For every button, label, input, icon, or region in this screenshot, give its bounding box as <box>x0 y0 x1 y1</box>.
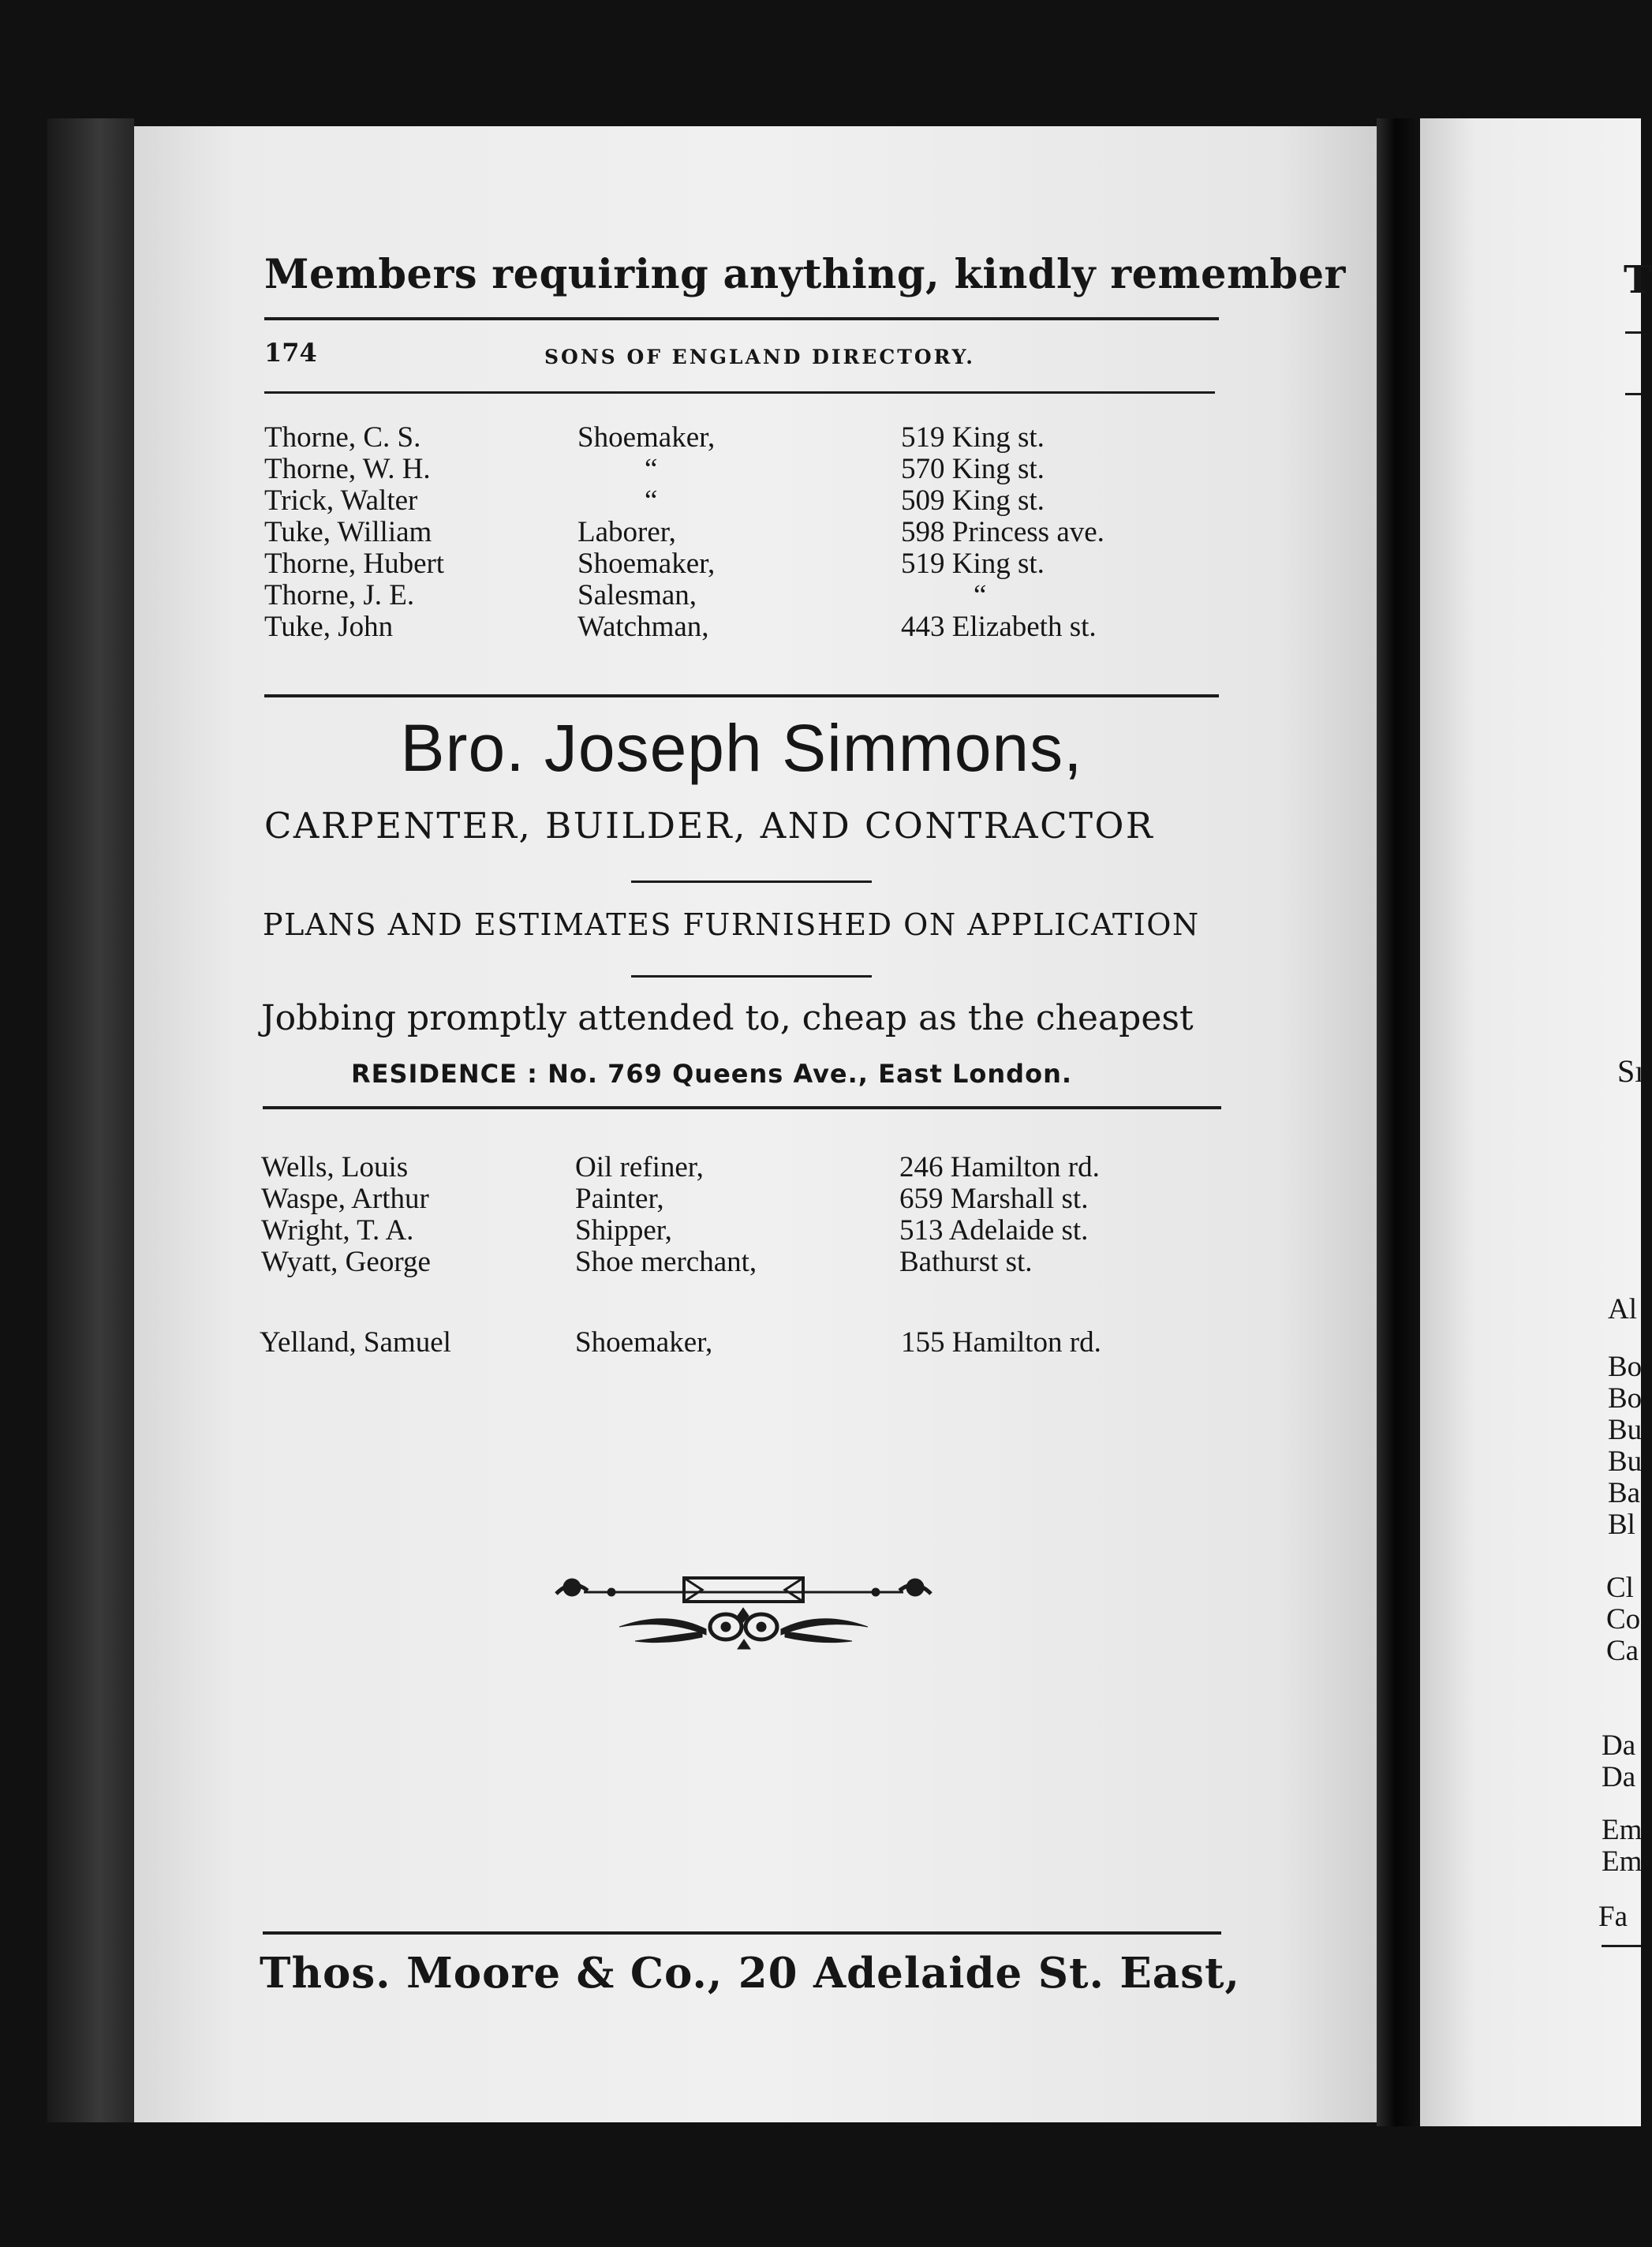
entry-name: Tuke, William <box>264 516 432 548</box>
entry-occupation: Shoe merchant, <box>575 1246 757 1278</box>
entry-address: 246 Hamilton rd. <box>899 1151 1100 1183</box>
directory-names-bottom <box>261 1152 431 1278</box>
facing-fragment: Bu <box>1608 1414 1643 1446</box>
entry-occupation: Laborer, <box>577 516 676 548</box>
entry-address: 570 King st. <box>901 453 1045 485</box>
entry-name: Wells, Louis <box>261 1151 409 1183</box>
ad-divider <box>631 880 872 883</box>
facing-fragments-c <box>1606 1572 1640 1667</box>
advertiser-trade: CARPENTER, BUILDER, AND CONTRACTOR <box>264 805 1155 847</box>
facing-rule <box>1625 331 1641 334</box>
facing-fragment: Sı <box>1617 1053 1644 1089</box>
entry-address: 659 Marshall st. <box>899 1183 1089 1215</box>
entry-name: Wright, T. A. <box>261 1214 414 1247</box>
top-banner: Members requiring anything, kindly remember <box>264 251 1346 298</box>
directory-occupations-top <box>577 422 715 643</box>
facing-fragment: Bl <box>1608 1509 1635 1541</box>
facing-fragment: Bo <box>1608 1351 1643 1383</box>
facing-fragment: Em <box>1602 1814 1643 1846</box>
facing-fragment: T <box>1624 258 1652 302</box>
ad-divider <box>631 975 872 978</box>
page-number: 174 <box>264 338 317 368</box>
entry-address: 598 Princess ave. <box>901 516 1104 548</box>
entry-name: Tuke, John <box>264 611 394 643</box>
entry-name: Wyatt, George <box>261 1246 431 1278</box>
facing-rule <box>1625 393 1641 395</box>
book-gutter <box>1377 118 1424 2126</box>
entry-occupation: Watchman, <box>577 611 709 643</box>
book-spine <box>47 118 134 2122</box>
advertiser-plans: PLANS AND ESTIMATES FURNISHED ON APPLICATION <box>263 907 1200 942</box>
facing-fragment: Bo <box>1608 1382 1643 1415</box>
entry-address: 155 Hamilton rd. <box>901 1326 1101 1359</box>
entry-occupation: “ <box>645 484 658 517</box>
facing-rule <box>1602 1945 1641 1947</box>
entry-address: 519 King st. <box>901 548 1045 580</box>
entry-occupation: Oil refiner, <box>575 1151 704 1183</box>
entry-occupation: Shipper, <box>575 1214 672 1247</box>
ad-bottom-rule <box>263 1106 1221 1109</box>
facing-fragment: Al <box>1608 1293 1637 1325</box>
facing-fragment: Co <box>1606 1603 1641 1636</box>
directory-addresses-bottom <box>899 1152 1100 1278</box>
banner-rule <box>264 317 1219 320</box>
entry-address: 519 King st. <box>901 421 1045 454</box>
entry-occupation: Shoemaker, <box>577 548 716 580</box>
entry-address: 513 Adelaide st. <box>899 1214 1089 1247</box>
facing-fragment: Fa <box>1598 1901 1628 1933</box>
entry-name: Thorne, C. S. <box>264 421 421 454</box>
entry-name: Waspe, Arthur <box>261 1183 429 1215</box>
facing-fragments-d <box>1602 1730 1635 1793</box>
facing-fragment: Em <box>1602 1845 1643 1878</box>
entry-address: 509 King st. <box>901 484 1045 517</box>
facing-fragment: Bu <box>1608 1445 1643 1478</box>
advertiser-name: Bro. Joseph Simmons, <box>400 711 1083 785</box>
entry-occupation: Salesman, <box>577 579 697 611</box>
facing-fragment: Da <box>1602 1729 1636 1762</box>
directory-addresses-top <box>901 422 1104 643</box>
header-rule <box>264 391 1215 394</box>
footer-line: Thos. Moore & Co., 20 Adelaide St. East, <box>260 1949 1240 1998</box>
facing-fragments-e <box>1602 1815 1642 1878</box>
ornament-icon <box>548 1570 939 1657</box>
directory-occupations-bottom <box>575 1152 757 1278</box>
facing-fragment: Cl <box>1606 1572 1634 1604</box>
entry-name: Thorne, J. E. <box>264 579 415 611</box>
entry-name: Thorne, W. H. <box>264 453 431 485</box>
directory-names-top <box>264 422 444 643</box>
facing-fragments-b <box>1608 1352 1642 1541</box>
entry-occupation: Shoemaker, <box>577 421 716 454</box>
footer-rule <box>263 1931 1221 1935</box>
entry-occupation: Painter, <box>575 1183 664 1215</box>
entry-occupation: “ <box>645 453 658 485</box>
entry-occupation: Shoemaker, <box>575 1326 713 1359</box>
entry-address: “ <box>974 579 987 611</box>
entry-address: 443 Elizabeth st. <box>901 611 1097 643</box>
advertiser-residence: RESIDENCE : No. 769 Queens Ave., East London. <box>351 1059 1072 1089</box>
ad-top-rule <box>264 694 1219 697</box>
running-head: SONS OF ENGLAND DIRECTORY. <box>544 346 975 368</box>
facing-fragment: Ca <box>1606 1635 1639 1667</box>
entry-name: Yelland, Samuel <box>260 1326 451 1359</box>
facing-fragment: Da <box>1602 1761 1636 1793</box>
advertiser-jobbing: Jobbing promptly attended to, cheap as the cheapest <box>261 998 1194 1038</box>
entry-name: Trick, Walter <box>264 484 418 517</box>
facing-fragment: Ba <box>1608 1477 1641 1509</box>
entry-name: Thorne, Hubert <box>264 548 445 580</box>
entry-address: Bathurst st. <box>899 1246 1033 1278</box>
